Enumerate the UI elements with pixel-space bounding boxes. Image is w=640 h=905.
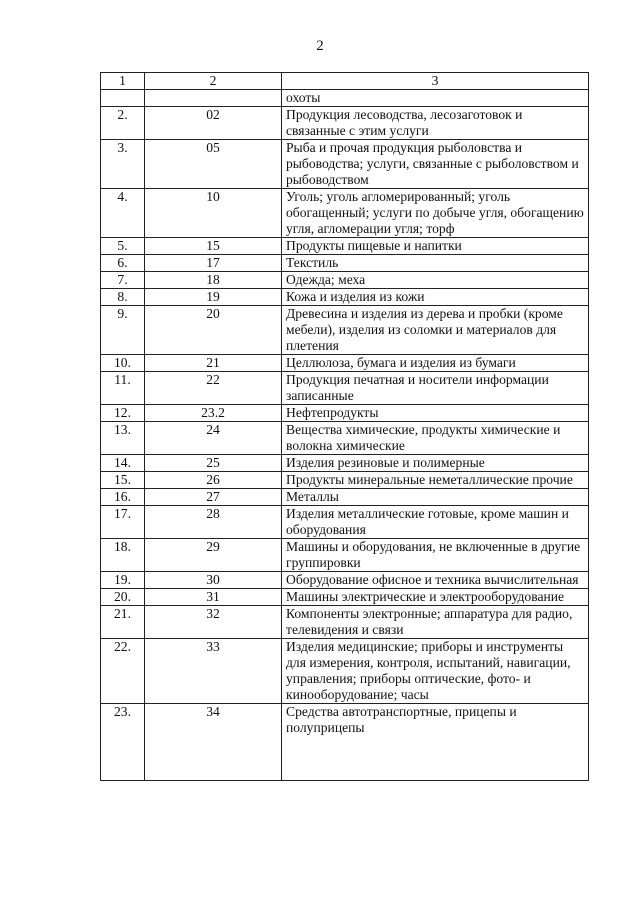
row-code: 22 bbox=[145, 372, 282, 405]
row-number: 19. bbox=[101, 572, 145, 589]
row-code: 32 bbox=[145, 606, 282, 639]
row-description: Изделия медицинские; приборы и инструменты для измерения, контроля, испытаний, навигации, управления; приборы оптические, фото- и кинооборудование; часы bbox=[282, 639, 589, 704]
row-code: 05 bbox=[145, 140, 282, 189]
page-number: 2 bbox=[316, 38, 324, 54]
table-row bbox=[101, 639, 589, 704]
row-number: 6. bbox=[101, 255, 145, 272]
header-row bbox=[101, 73, 589, 90]
table-row bbox=[101, 539, 589, 572]
row-description: Металлы bbox=[282, 489, 589, 506]
table-row bbox=[101, 355, 589, 372]
row-number: 9. bbox=[101, 306, 145, 355]
table-row bbox=[101, 422, 589, 455]
row-description: Рыба и прочая продукция рыболовства и рыбоводства; услуги, связанные с рыболовством и рыбоводством bbox=[282, 140, 589, 189]
row-number: 22. bbox=[101, 639, 145, 704]
row-number: 23. bbox=[101, 704, 145, 781]
row-code: 26 bbox=[145, 472, 282, 489]
row-number: 17. bbox=[101, 506, 145, 539]
row-description: Компоненты электронные; аппаратура для радио, телевидения и связи bbox=[282, 606, 589, 639]
table-row bbox=[101, 589, 589, 606]
row-description: Продукция печатная и носители информации записанные bbox=[282, 372, 589, 405]
row-number bbox=[101, 90, 145, 107]
row-code: 27 bbox=[145, 489, 282, 506]
row-number: 18. bbox=[101, 539, 145, 572]
table-row bbox=[101, 704, 589, 781]
row-description: Продукты минеральные неметаллические прочие bbox=[282, 472, 589, 489]
column-header-1: 1 bbox=[101, 73, 145, 90]
table-row bbox=[101, 372, 589, 405]
row-description: Оборудование офисное и техника вычислительная bbox=[282, 572, 589, 589]
row-number: 13. bbox=[101, 422, 145, 455]
table-row bbox=[101, 606, 589, 639]
row-number: 8. bbox=[101, 289, 145, 306]
table-row bbox=[101, 255, 589, 272]
row-number: 4. bbox=[101, 189, 145, 238]
row-description: Нефтепродукты bbox=[282, 405, 589, 422]
row-number: 5. bbox=[101, 238, 145, 255]
table-row bbox=[101, 238, 589, 255]
row-description: Одежда; меха bbox=[282, 272, 589, 289]
row-code: 17 bbox=[145, 255, 282, 272]
row-code: 02 bbox=[145, 107, 282, 140]
table-row bbox=[101, 405, 589, 422]
table-header bbox=[101, 73, 589, 90]
row-description: Вещества химические, продукты химические и волокна химические bbox=[282, 422, 589, 455]
row-number: 11. bbox=[101, 372, 145, 405]
row-description: Текстиль bbox=[282, 255, 589, 272]
row-number: 12. bbox=[101, 405, 145, 422]
table-row bbox=[101, 306, 589, 355]
row-code: 30 bbox=[145, 572, 282, 589]
row-number: 10. bbox=[101, 355, 145, 372]
row-code: 31 bbox=[145, 589, 282, 606]
row-code: 28 bbox=[145, 506, 282, 539]
row-number: 7. bbox=[101, 272, 145, 289]
row-number: 20. bbox=[101, 589, 145, 606]
table-row bbox=[101, 472, 589, 489]
row-description: Средства автотранспортные, прицепы и полуприцепы bbox=[282, 704, 589, 781]
row-description: Продукты пищевые и напитки bbox=[282, 238, 589, 255]
row-description: Изделия резиновые и полимерные bbox=[282, 455, 589, 472]
table-row bbox=[101, 107, 589, 140]
row-description: Древесина и изделия из дерева и пробки (кроме мебели), изделия из соломки и материалов для плетения bbox=[282, 306, 589, 355]
product-table bbox=[100, 72, 589, 781]
row-description: охоты bbox=[282, 90, 589, 107]
row-description: Целлюлоза, бумага и изделия из бумаги bbox=[282, 355, 589, 372]
row-description: Продукция лесоводства, лесозаготовок и связанные с этим услуги bbox=[282, 107, 589, 140]
row-code: 19 bbox=[145, 289, 282, 306]
row-code: 34 bbox=[145, 704, 282, 781]
table-row bbox=[101, 506, 589, 539]
row-description: Машины и оборудования, не включенные в другие группировки bbox=[282, 539, 589, 572]
row-number: 16. bbox=[101, 489, 145, 506]
row-code: 23.2 bbox=[145, 405, 282, 422]
row-code: 18 bbox=[145, 272, 282, 289]
row-number: 14. bbox=[101, 455, 145, 472]
row-code: 15 bbox=[145, 238, 282, 255]
table-row bbox=[101, 289, 589, 306]
row-description: Изделия металлические готовые, кроме машин и оборудования bbox=[282, 506, 589, 539]
row-number: 21. bbox=[101, 606, 145, 639]
row-code: 10 bbox=[145, 189, 282, 238]
table-body bbox=[101, 90, 589, 781]
row-code bbox=[145, 90, 282, 107]
row-description: Кожа и изделия из кожи bbox=[282, 289, 589, 306]
table-row bbox=[101, 572, 589, 589]
row-code: 33 bbox=[145, 639, 282, 704]
row-code: 25 bbox=[145, 455, 282, 472]
row-description: Уголь; уголь агломерированный; уголь обогащенный; услуги по добыче угля, обогащению угля, агломерации угля; торф bbox=[282, 189, 589, 238]
table-row bbox=[101, 489, 589, 506]
table-row bbox=[101, 90, 589, 107]
row-code: 24 bbox=[145, 422, 282, 455]
table-row bbox=[101, 189, 589, 238]
row-code: 20 bbox=[145, 306, 282, 355]
table-row bbox=[101, 455, 589, 472]
row-number: 2. bbox=[101, 107, 145, 140]
table-row bbox=[101, 140, 589, 189]
row-number: 15. bbox=[101, 472, 145, 489]
row-number: 3. bbox=[101, 140, 145, 189]
table-row bbox=[101, 272, 589, 289]
column-header-3: 3 bbox=[282, 73, 589, 90]
row-code: 21 bbox=[145, 355, 282, 372]
row-code: 29 bbox=[145, 539, 282, 572]
row-description: Машины электрические и электрооборудование bbox=[282, 589, 589, 606]
column-header-2: 2 bbox=[145, 73, 282, 90]
